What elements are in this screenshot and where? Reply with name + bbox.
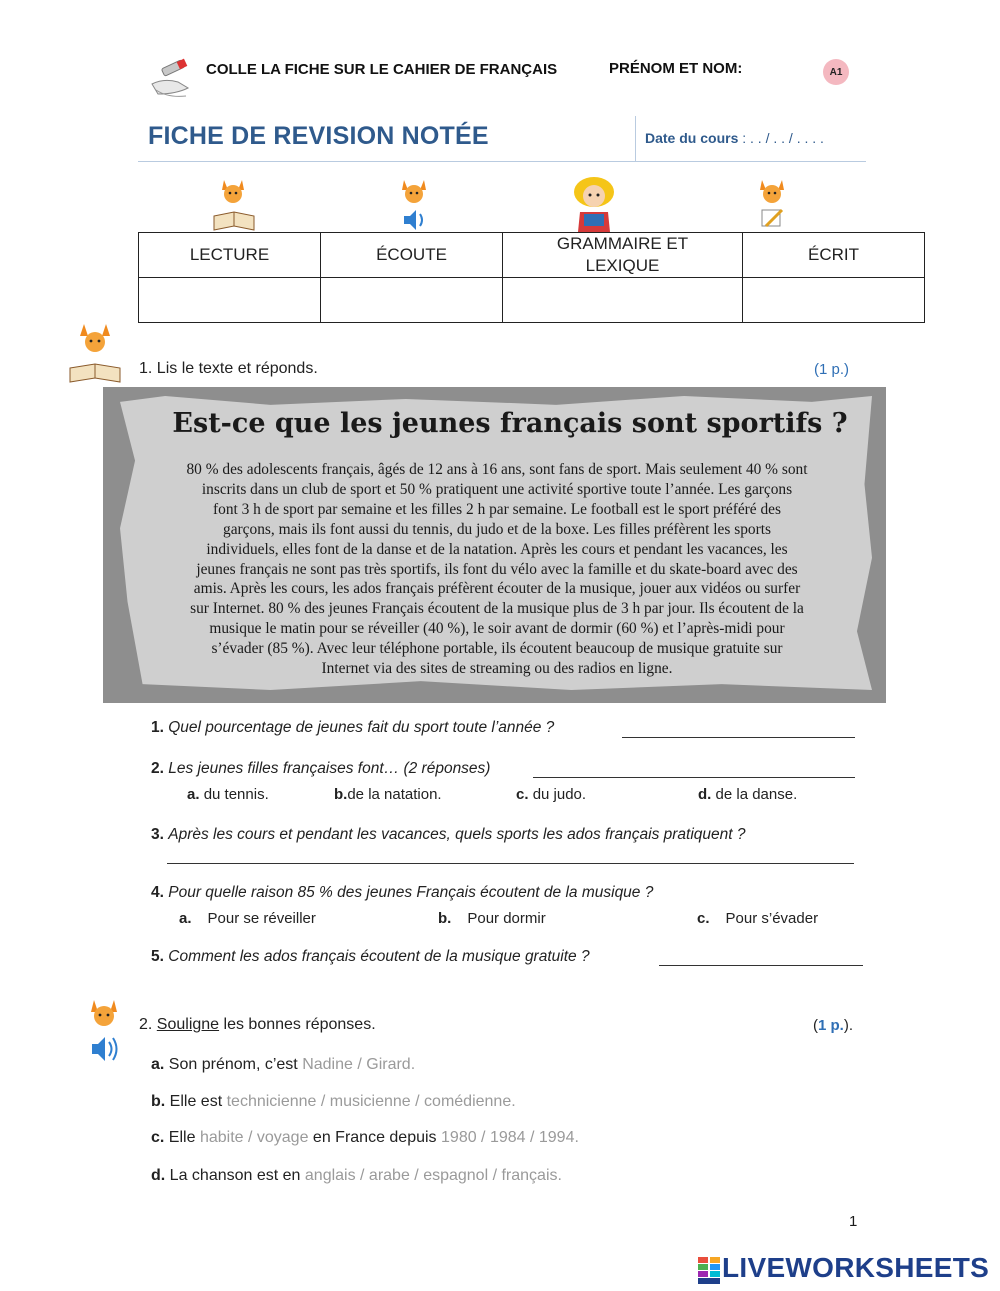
option-2d[interactable] (698, 786, 797, 803)
level-badge: A1 (823, 59, 849, 85)
article-line: s’évader (85 %). Avec leur téléphone portable, ils écoutent beaucoup de musique gratuite sur (211, 640, 783, 658)
option-2c[interactable] (516, 786, 586, 803)
section1-points-value: 1 p. (819, 361, 845, 378)
section1-points-open: ( (814, 361, 819, 378)
score-cell-ecoute[interactable] (321, 278, 503, 323)
brand-name: LIVEWORKSHEETS (722, 1252, 990, 1283)
option-text: de la danse. (715, 786, 798, 803)
question-1 (151, 719, 554, 737)
skill-header-grammaire-label: GRAMMAIRE ET LEXIQUE (556, 234, 689, 275)
choice-item-b (151, 1093, 516, 1111)
question-text: Comment les ados français écoutent de la musique gratuite ? (168, 948, 590, 965)
article-line: amis. Après les cours, les ados français préfèrent écouter de la musique, jouer aux vidéos ou surfer (193, 580, 801, 598)
title-divider (635, 116, 636, 162)
section2-points-open: ( (813, 1017, 818, 1034)
choice-options[interactable]: habite / voyage (199, 1129, 309, 1146)
listening-fox-icon (396, 176, 432, 232)
liveworksheets-logo-icon (698, 1257, 720, 1285)
date-label: Date du cours (645, 130, 739, 146)
option-2a[interactable] (187, 786, 269, 803)
option-text: du tennis. (203, 786, 269, 803)
question-number: 3. (151, 826, 164, 843)
choice-item-c (151, 1129, 579, 1147)
option-text: Pour dormir (467, 910, 546, 927)
article-line: inscrits dans un club de sport et 50 % pratiquent une activité sportive toute l’année. Les garçons (201, 480, 793, 498)
section2-underlined-word: Souligne (156, 1016, 220, 1033)
score-cell-lecture[interactable] (139, 278, 321, 323)
question-5 (151, 948, 590, 966)
option-4c[interactable] (697, 910, 818, 927)
glue-stick-icon (148, 58, 194, 100)
question-4 (151, 884, 653, 902)
answer-line-5[interactable] (659, 965, 863, 966)
choice-item-a (151, 1056, 415, 1074)
option-letter: b. (334, 786, 348, 803)
choice-letter: b. (151, 1093, 166, 1110)
section1-points (814, 361, 849, 378)
section2-title-rest: les bonnes réponses. (223, 1016, 376, 1033)
answer-line-2[interactable] (533, 777, 855, 778)
option-letter: a. (179, 910, 192, 927)
question-text: Pour quelle raison 85 % des jeunes Français écoutent de la musique ? (168, 884, 654, 901)
option-text: Pour s’évader (725, 910, 819, 927)
section2-points-value: 1 p. (818, 1017, 844, 1034)
answer-line-1[interactable] (622, 737, 855, 738)
choice-text: Son prénom, c’est (168, 1056, 298, 1073)
score-cell-grammaire[interactable] (503, 278, 743, 323)
skill-header-ecrit: ÉCRIT (743, 233, 925, 278)
page-number: 1 (849, 1213, 858, 1230)
section2-points (813, 1017, 853, 1034)
choice-options[interactable]: 1980 / 1984 / 1994. (441, 1129, 579, 1146)
page-title: FICHE DE REVISION NOTÉE (148, 122, 489, 150)
question-number: 1. (151, 719, 164, 736)
choice-text: Elle est (169, 1093, 223, 1110)
question-2 (151, 760, 490, 778)
option-4a[interactable] (179, 910, 316, 927)
skill-header-ecoute: ÉCOUTE (321, 233, 503, 278)
article-line: sur Internet. 80 % des jeunes Français écoutent de la musique plus de 3 h par jour. Ils écoutent de la (190, 600, 804, 618)
option-letter: b. (438, 910, 452, 927)
writing-fox-icon (756, 176, 788, 230)
article-line: font 3 h de sport par semaine et les filles 2 h par semaine. Le football est le sport préféré des (213, 500, 781, 518)
answer-line-3[interactable] (167, 863, 854, 864)
section2-points-close: ). (843, 1017, 854, 1034)
option-letter: d. (698, 786, 712, 803)
choice-text: Elle (168, 1129, 196, 1146)
article-line: Internet via des sites de streaming ou des radios en ligne. (321, 660, 673, 678)
article-line: musique le matin pour se réveiller (40 %), le soir avant de dormir (60 %) et l’après-midi pour (209, 620, 785, 638)
question-3 (151, 826, 746, 844)
choice-letter: a. (151, 1056, 165, 1073)
skills-table (138, 232, 925, 323)
skill-header-lecture: LECTURE (139, 233, 321, 278)
choice-options[interactable]: technicienne / musicienne / comédienne. (226, 1093, 516, 1110)
name-label: PRÉNOM ET NOM: (609, 60, 743, 77)
header-instruction: COLLE LA FICHE SUR LE CAHIER DE FRANÇAIS (206, 61, 558, 78)
skill-header-grammaire (503, 233, 743, 278)
grammar-girl-icon (564, 174, 624, 232)
choice-letter: d. (151, 1167, 166, 1184)
listening-fox-icon (86, 996, 122, 1066)
option-letter: a. (187, 786, 200, 803)
section2-title (139, 1016, 376, 1034)
article-body (132, 460, 862, 679)
section1-points-close: ) (844, 361, 850, 378)
option-2b[interactable] (334, 786, 442, 803)
question-number: 4. (151, 884, 164, 901)
title-underline (138, 161, 866, 162)
question-text: Quel pourcentage de jeunes fait du sport toute l’année ? (168, 719, 555, 736)
choice-letter: c. (151, 1129, 165, 1146)
option-text: de la natation. (347, 786, 442, 803)
option-letter: c. (516, 786, 529, 803)
question-number: 5. (151, 948, 164, 965)
option-4b[interactable] (438, 910, 546, 927)
option-letter: c. (697, 910, 710, 927)
question-text: Après les cours et pendant les vacances, quels sports les ados français pratiquent ? (168, 826, 746, 843)
article-title: Est-ce que les jeunes français sont sportifs ? (172, 408, 848, 439)
choice-text: en France depuis (312, 1129, 437, 1146)
reading-fox-icon (208, 176, 260, 232)
option-text: Pour se réveiller (207, 910, 316, 927)
section1-title: 1. Lis le texte et réponds. (139, 360, 318, 377)
date-field (645, 130, 824, 146)
article-line: individuels, elles font de la danse et de la natation. Après les cours et pendant les vacances, les (206, 540, 788, 558)
reading-fox-icon (66, 320, 124, 384)
date-value: : . . / . . / . . . . (742, 130, 824, 146)
article-line: jeunes français ne sont pas très sportifs, ils font du vélo avec la famille et du skate-board avec des (196, 560, 798, 578)
article-line: 80 % des adolescents français, âgés de 12 ans à 16 ans, sont fans de sport. Mais seulement 40 % sont (186, 461, 808, 478)
choice-options[interactable]: Nadine / Girard. (302, 1056, 416, 1073)
choice-text: La chanson est en (169, 1167, 301, 1184)
choice-item-d (151, 1167, 562, 1185)
score-cell-ecrit[interactable] (743, 278, 925, 323)
option-text: du judo. (532, 786, 587, 803)
question-number: 2. (151, 760, 164, 777)
question-text: Les jeunes filles françaises font… (2 réponses) (168, 760, 491, 777)
article-line: garçons, mais ils font aussi du tennis, du judo et de la boxe. Les filles préfèrent les sports (223, 520, 771, 538)
choice-options[interactable]: anglais / arabe / espagnol / français. (304, 1167, 562, 1184)
section2-number: 2. (139, 1016, 153, 1033)
